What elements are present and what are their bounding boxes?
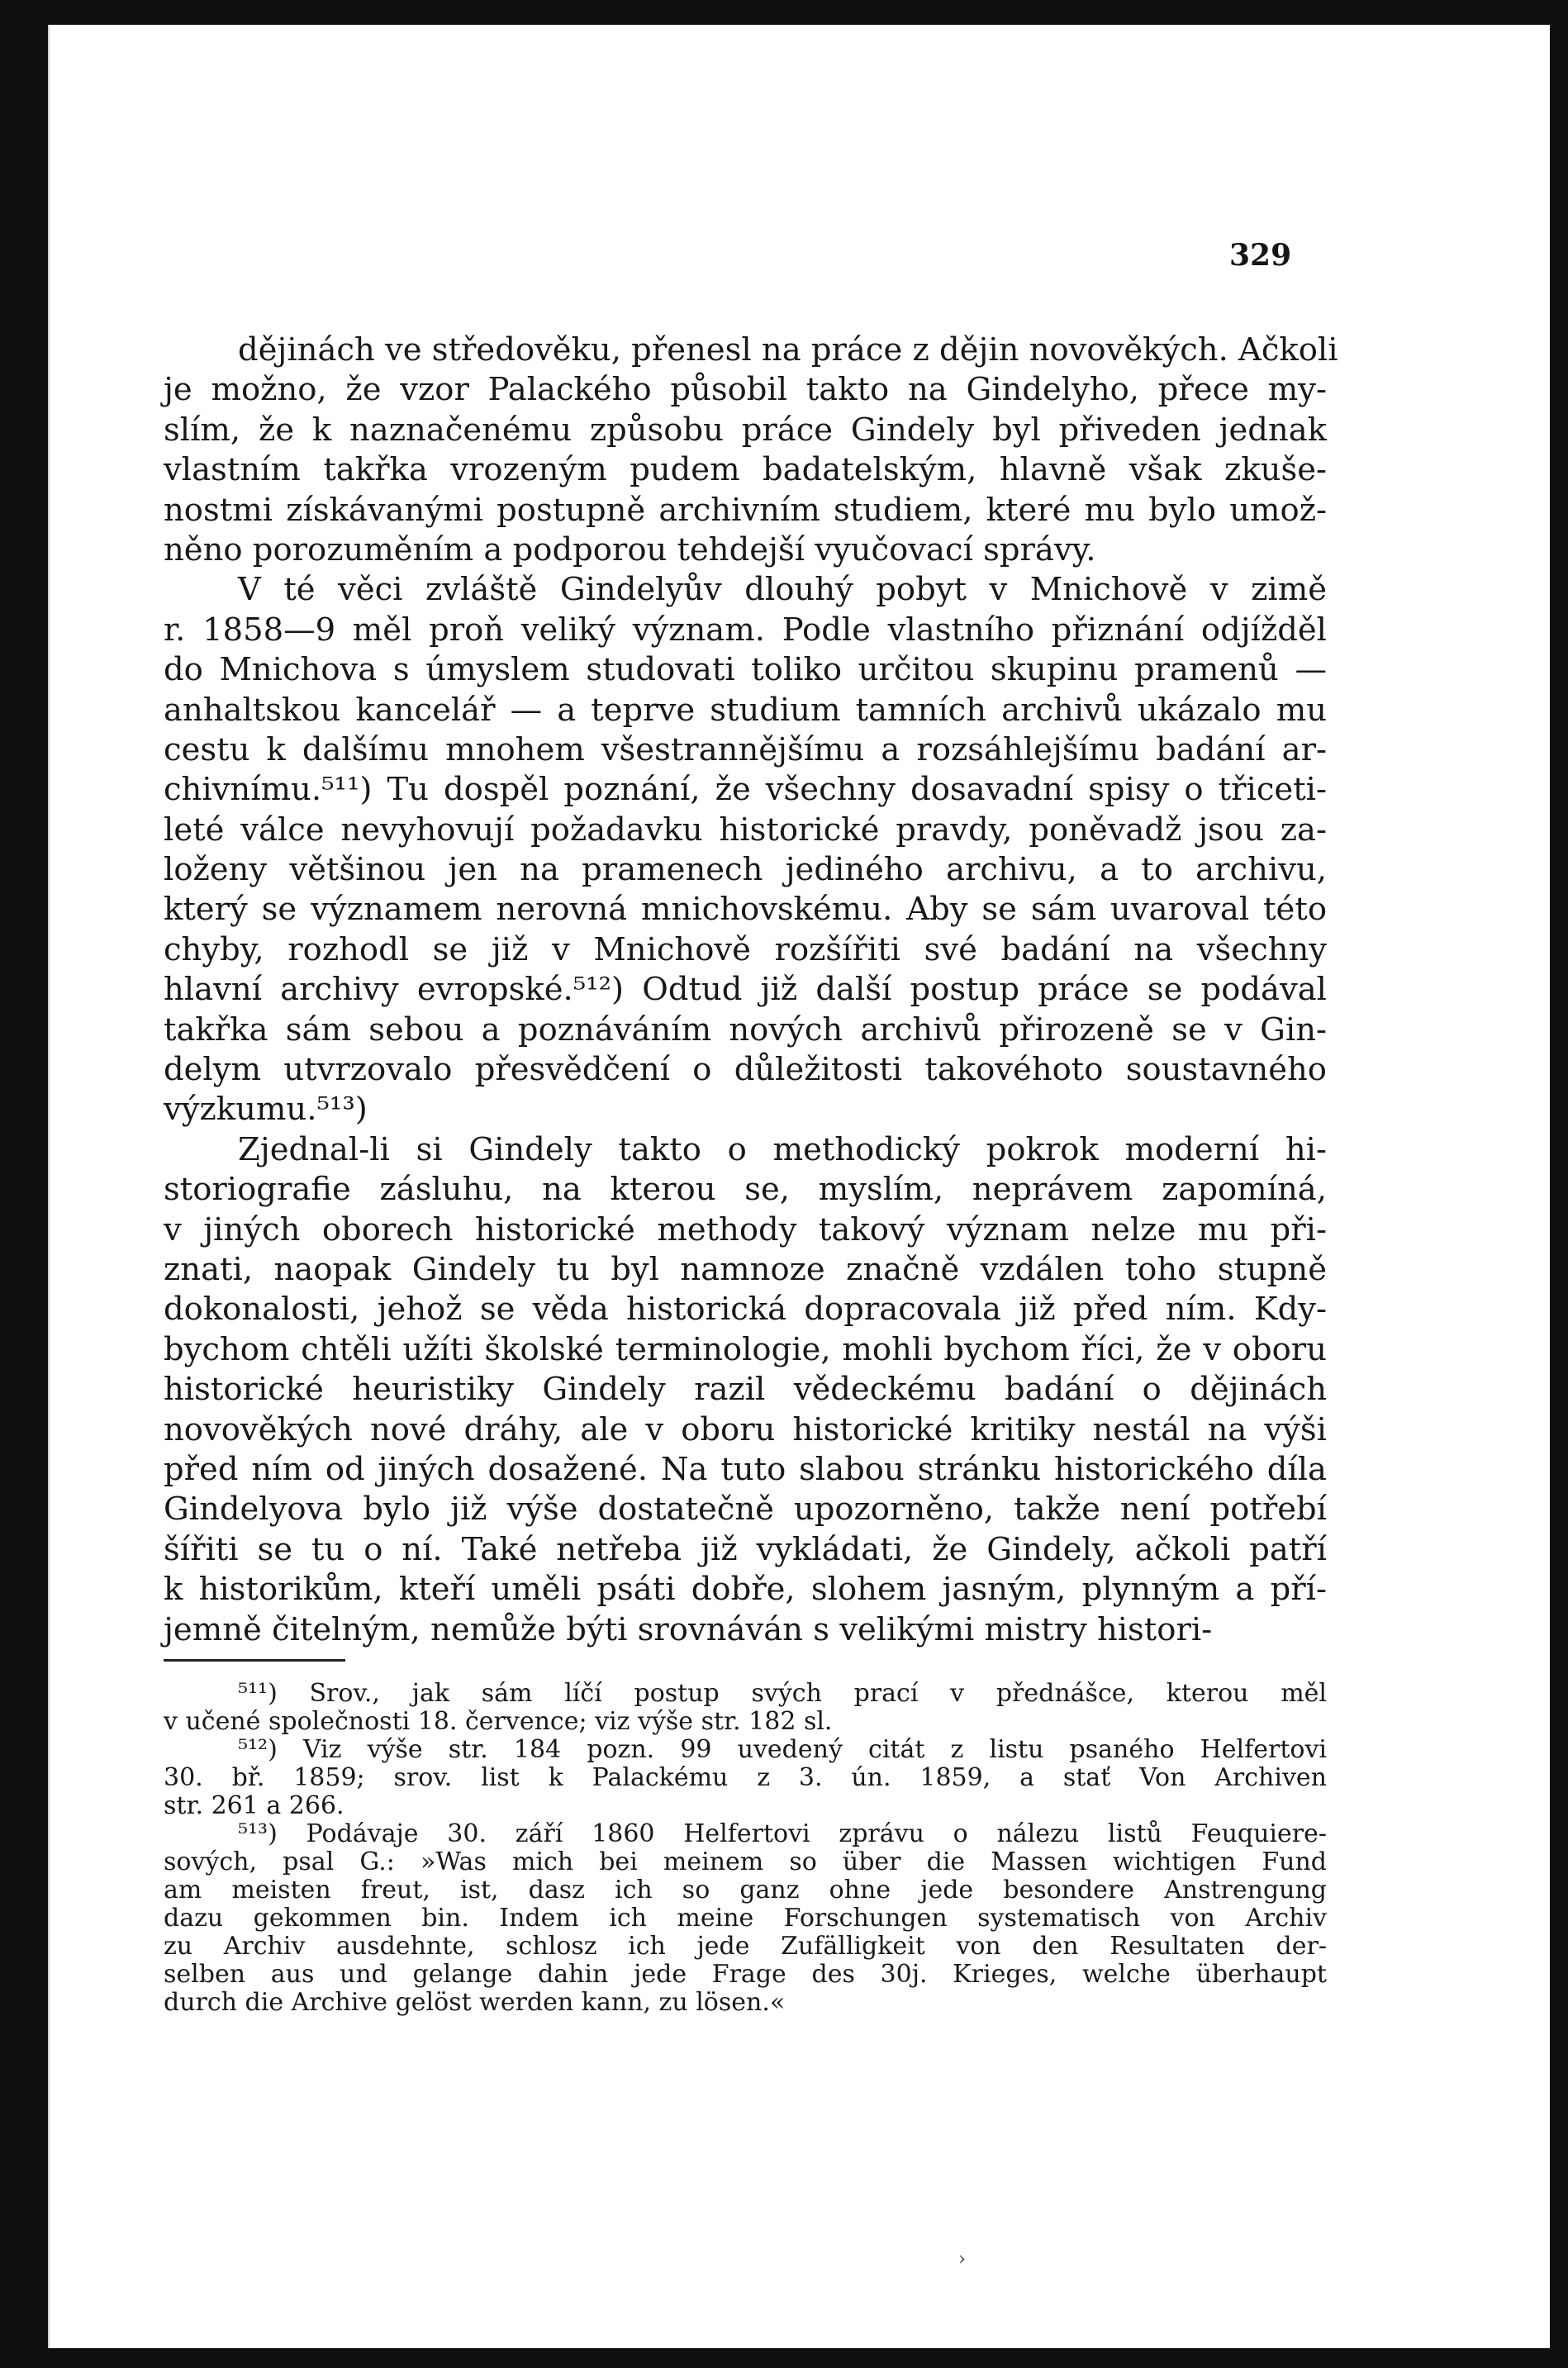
footnote [164, 1680, 1327, 1736]
paragraph [164, 570, 1327, 1129]
footnote-line: sových, psal G.: »Was mich bei meinem so über die Massen wichtigen Fund [164, 1847, 1327, 1876]
paragraph [164, 1130, 1327, 1650]
paragraph-line: před ním od jiných dosažené. Na tuto slabou stránku historického díla [164, 1450, 1327, 1488]
paragraph-line: r. 1858—9 měl proň veliký význam. Podle vlastního přiznání odjížděl [164, 611, 1327, 649]
footnote [164, 1736, 1327, 1820]
paragraph-line: který se významem nerovná mnichovskému. Aby se sám uvaroval této [164, 891, 1327, 929]
footnote-line: selben aus und gelange dahin jede Frage des 30j. Krieges, welche überhaupt [164, 1960, 1327, 1989]
footnote-line: str. 261 a 266. [164, 1791, 344, 1820]
paragraph-line: vlastním takřka vrozeným pudem badatelským, hlavně však zkuše- [164, 451, 1327, 489]
paragraph-line: cestu k dalšímu mnohem všestrannějšímu a rozsáhlejšímu badání ar- [164, 730, 1327, 768]
footnote [164, 1820, 1327, 2017]
paragraph-line: bychom chtěli užíti školské terminologie, mohli bychom říci, že v oboru [164, 1330, 1327, 1368]
footnote-line: am meisten freut, ist, dasz ich so ganz ohne jede besondere Anstrengung [164, 1876, 1327, 1904]
paragraph-line: chyby, rozhodl se již v Mnichově rozšířiti své badání na všechny [164, 930, 1327, 968]
paragraph-line: Gindelyova bylo již výše dostatečně upozorněno, takže není potřebí [164, 1491, 1327, 1529]
paragraph-line: novověkých nové dráhy, ale v oboru historické kritiky nestál na výši [164, 1410, 1327, 1448]
paragraph-line: chivnímu.⁵¹¹) Tu dospěl poznání, že všechny dosavadní spisy o třiceti- [164, 771, 1327, 809]
paragraph-line: dějinách ve středověku, přenesl na práce z dějin novověkých. Ačkoli [238, 331, 1338, 369]
scan-mark: › [958, 2249, 966, 2270]
footnote-line: dazu gekommen bin. Indem ich meine Forschungen systematisch von Archiv [164, 1904, 1327, 1933]
paragraph-line: delym utvrzovalo přesvědčení o důležitosti takovéhoto soustavného [164, 1051, 1327, 1089]
page-edge [48, 25, 50, 2348]
main-text [164, 330, 1338, 1650]
paragraph-line: je možno, že vzor Palackého působil takto na Gindelyho, přece my- [164, 371, 1327, 409]
paragraph-line: znati, naopak Gindely tu byl namnoze značně vzdálen toho stupně [164, 1250, 1327, 1288]
footnotes [164, 1680, 1327, 2017]
paragraph-line: do Mnichova s úmyslem studovati toliko určitou skupinu pramenů — [164, 651, 1327, 689]
paragraph-line: loženy většinou jen na pramenech jediného archivu, a to archivu, [164, 851, 1327, 889]
paragraph-line: něno porozuměním a podporou tehdejší vyučovací správy. [164, 530, 1096, 568]
footnote-line: ⁵¹²) Viz výše str. 184 pozn. 99 uvedený citát z listu psaného Helfertovi [238, 1735, 1327, 1764]
paragraph-line: jemně čitelným, nemůže býti srovnáván s velikými mistry histori- [164, 1610, 1213, 1648]
paragraph-line: k historikům, kteří uměli psáti dobře, slohem jasným, plynným a pří- [164, 1571, 1327, 1609]
paragraph-line: anhaltskou kancelář — a teprve studium tamních archivů ukázalo mu [164, 691, 1327, 729]
footnote-line: 30. bř. 1859; srov. list k Palackému z 3. ún. 1859, a stať Von Archiven [164, 1763, 1327, 1792]
footnote-line: durch die Archive gelöst werden kann, zu lösen.« [164, 1988, 786, 2017]
paragraph-line: výzkumu.⁵¹³) [164, 1091, 368, 1129]
paragraph-line: V té věci zvláště Gindelyův dlouhý pobyt v Mnichově v zimě [238, 571, 1327, 609]
footnote-line: ⁵¹³) Podávaje 30. září 1860 Helfertovi zprávu o nálezu listů Feuquiere- [238, 1819, 1327, 1848]
paragraph-line: historické heuristiky Gindely razil vědeckému badání o dějinách [164, 1371, 1327, 1409]
paragraph-line: takřka sám sebou a poznáváním nových archivů přirozeně se v Gin- [164, 1010, 1327, 1048]
paragraph-line: v jiných oborech historické methody takový význam nelze mu při- [164, 1210, 1327, 1248]
paragraph-line: šířiti se tu o ní. Také netřeba již vykládati, že Gindely, ačkoli patří [164, 1530, 1327, 1568]
paragraph-line: Zjednal-li si Gindely takto o methodický pokrok moderní hi- [238, 1130, 1327, 1168]
paragraph-line: slím, že k naznačenému způsobu práce Gindely byl přiveden jednak [164, 411, 1327, 449]
footnote-line: ⁵¹¹) Srov., jak sám líčí postup svých prací v přednášce, kterou měl [238, 1679, 1327, 1708]
page-number: 329 [1229, 238, 1292, 273]
paragraph-line: hlavní archivy evropské.⁵¹²) Odtud již další postup práce se podával [164, 971, 1327, 1009]
paragraph-line: storiografie zásluhu, na kterou se, myslím, neprávem zapomíná, [164, 1171, 1327, 1209]
paragraph-line: leté válce nevyhovují požadavku historické pravdy, poněvadž jsou za- [164, 811, 1327, 849]
paragraph-line: dokonalosti, jehož se věda historická dopracovala již před ním. Kdy- [164, 1291, 1327, 1329]
footnote-line: zu Archiv ausdehnte, schlosz ich jede Zufälligkeit von den Resultaten der- [164, 1932, 1327, 1961]
footnote-line: v učené společnosti 18. července; viz výše str. 182 sl. [164, 1707, 833, 1736]
paragraph [164, 330, 1338, 570]
footnote-divider [164, 1659, 345, 1662]
paragraph-line: nostmi získávanými postupně archivním studiem, které mu bylo umož- [164, 491, 1327, 529]
book-page [48, 25, 1550, 2348]
